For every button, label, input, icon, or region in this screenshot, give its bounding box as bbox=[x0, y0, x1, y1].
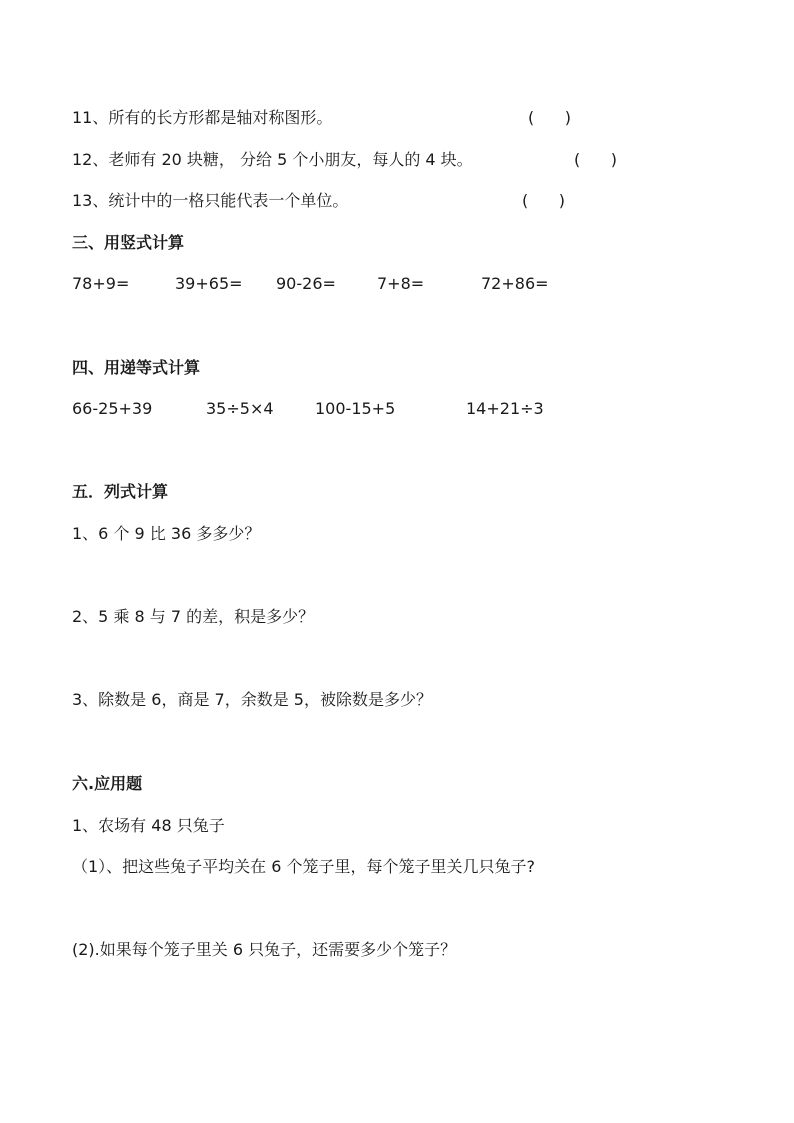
section-heading-stepwise-calc: 四、用递等式计算 bbox=[72, 358, 201, 377]
section-heading-equation-calc: 五．列式计算 bbox=[72, 482, 169, 501]
judgement-item-13: 13、统计中的一格只能代表一个单位。 bbox=[72, 191, 349, 210]
answer-blank-11[interactable]: ( ) bbox=[528, 108, 571, 127]
stepwise-calc-expr: 100-15+5 bbox=[315, 399, 396, 418]
vertical-calc-expr: 7+8= bbox=[377, 274, 425, 293]
vertical-calc-expr: 72+86= bbox=[481, 274, 549, 293]
judgement-item-11: 11、所有的长方形都是轴对称图形。 bbox=[72, 108, 333, 127]
stepwise-calc-expr: 66-25+39 bbox=[72, 399, 153, 418]
application-part-2: (2).如果每个笼子里关 6 只兔子，还需要多少个笼子？ bbox=[72, 940, 457, 959]
section-heading-application: 六.应用题 bbox=[72, 774, 143, 793]
equation-question-2: 2、5 乘 8 与 7 的差，积是多少？ bbox=[72, 607, 315, 626]
judgement-item-12: 12、老师有 20 块糖， 分给 5 个小朋友，每人的 4 块。 bbox=[72, 150, 473, 169]
application-intro: 1、农场有 48 只兔子 bbox=[72, 816, 225, 835]
stepwise-calc-expr: 35÷5×4 bbox=[206, 399, 274, 418]
vertical-calc-expr: 78+9= bbox=[72, 274, 130, 293]
application-part-1: （1）、把这些兔子平均关在 6 个笼子里，每个笼子里关几只兔子? bbox=[72, 857, 536, 876]
stepwise-calc-expr: 14+21÷3 bbox=[466, 399, 544, 418]
answer-blank-13[interactable]: ( ) bbox=[522, 191, 565, 210]
vertical-calc-expr: 90-26= bbox=[276, 274, 336, 293]
vertical-calc-expr: 39+65= bbox=[175, 274, 243, 293]
section-heading-vertical-calc: 三、用竖式计算 bbox=[72, 233, 185, 252]
answer-blank-12[interactable]: ( ) bbox=[574, 150, 617, 169]
equation-question-3: 3、除数是 6，商是 7，余数是 5，被除数是多少？ bbox=[72, 690, 432, 709]
equation-question-1: 1、6 个 9 比 36 多多少？ bbox=[72, 524, 261, 543]
